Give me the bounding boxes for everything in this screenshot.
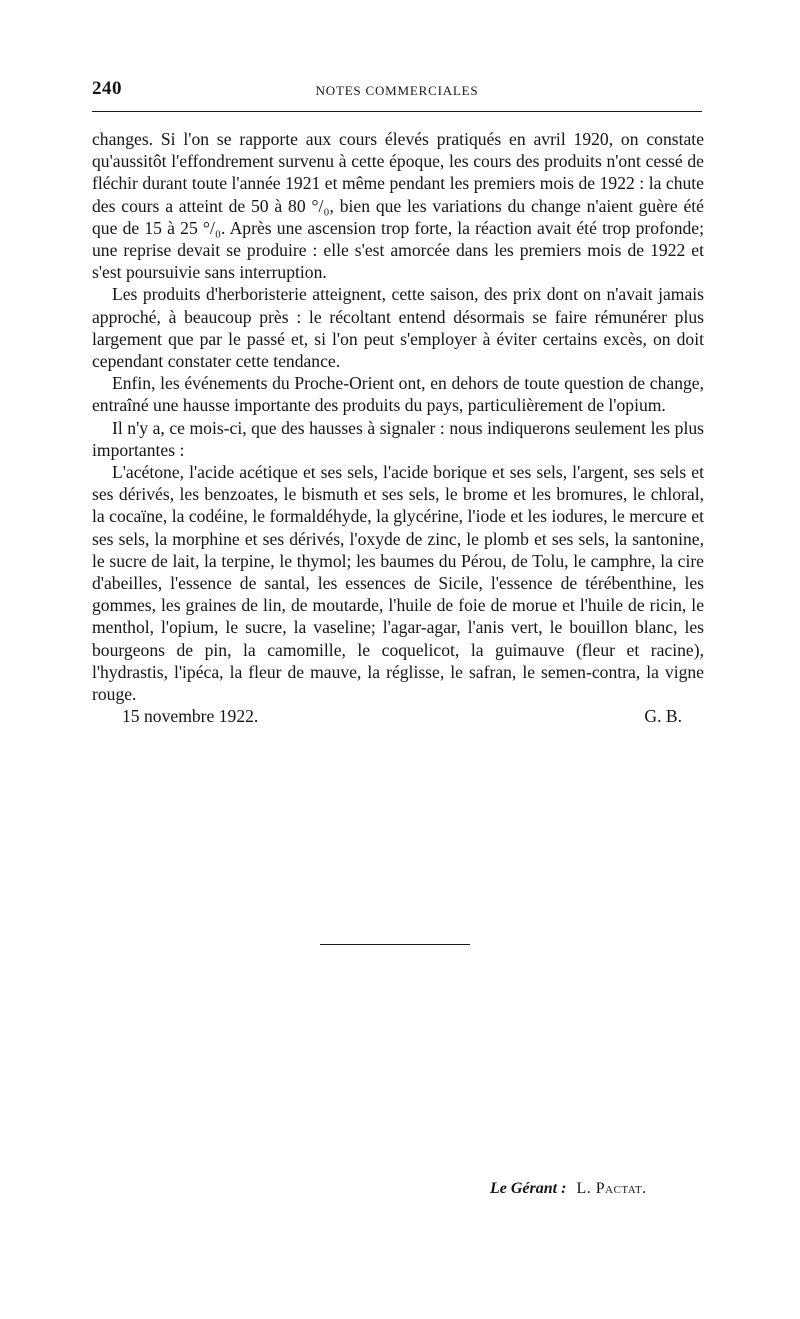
- page-footer: [490, 1180, 647, 1198]
- page-header: [92, 78, 702, 102]
- article-body: [92, 128, 704, 727]
- paragraph-price-history: changes. Si l'on se rapporte aux cours élevés pratiqués en avril 1920, on constate qu'aussitôt l'effondrement survenu à cette époque, les cours des produits n'ont cessé de fléchir durant toute l'année 1921 et même pendant les premiers mois de 1922 : la chute des cours a atteint de 50 à 80 °/₀, bien que les variations du change n'aient guère été que de 15 à 25 °/₀. Après une ascension trop forte, la réaction avait été trop profonde; une reprise devait se produire : elle s'est amorcée dans les premiers mois de 1922 et s'est poursuivie sans interruption.: [92, 129, 704, 283]
- paragraph-near-east: Enfin, les événements du Proche-Orient ont, en dehors de toute question de change, entraîné une hausse importante des produits du pays, particulièrement de l'opium.: [92, 373, 704, 416]
- header-rule: [92, 111, 702, 112]
- signature-date: 15 novembre 1922.: [122, 706, 259, 727]
- paragraph-increases-intro: Il n'y a, ce mois-ci, que des hausses à signaler : nous indiquerons seulement les plus importantes :: [92, 417, 704, 460]
- signature-line: [92, 705, 704, 727]
- footer-role: Le Gérant :: [490, 1180, 567, 1197]
- signature-initials: G. B.: [644, 706, 682, 727]
- page-number: 240: [92, 78, 122, 99]
- running-title: NOTES COMMERCIALES: [315, 83, 479, 98]
- footer-name: L. Pactat.: [576, 1180, 647, 1197]
- paragraph-product-list: L'acétone, l'acide acétique et ses sels, l'acide borique et ses sels, l'argent, ses sels et ses dérivés, les benzoates, le bismuth et ses sels, le brome et les bromures, le chloral, la cocaïne, la codéine, le formaldéhyde, la glycérine, l'iode et les iodures, le mercure et ses sels, la morphine et ses dérivés, l'oxyde de zinc, le plomb et ses sels, la santonine, le sucre de lait, la terpine, le thymol; les baumes du Pérou, de Tolu, le camphre, la cire d'abeilles, l'essence de santal, les essences de Sicile, l'essence de térébenthine, les gommes, les graines de lin, de moutarde, l'huile de foie de morue et l'huile de ricin, le menthol, l'opium, le sucre, la vaseline; l'agar-agar, l'anis vert, le bouillon blanc, les bourgeons de pin, la camomille, le coquelicot, la guimauve (fleur et racine), l'hydrastis, l'ipéca, la fleur de mauve, la réglisse, le safran, le semen-contra, la vigne rouge.: [92, 462, 704, 705]
- paragraph-herbalism: Les produits d'herboristerie atteignent, cette saison, des prix dont on n'avait jamais approché, à beaucoup près : le récoltant entend désormais se faire rémunérer plus largement que par le passé et, si l'on peut s'employer à éviter certains excès, on doit cependant constater cette tendance.: [92, 284, 704, 372]
- section-divider: [320, 944, 470, 945]
